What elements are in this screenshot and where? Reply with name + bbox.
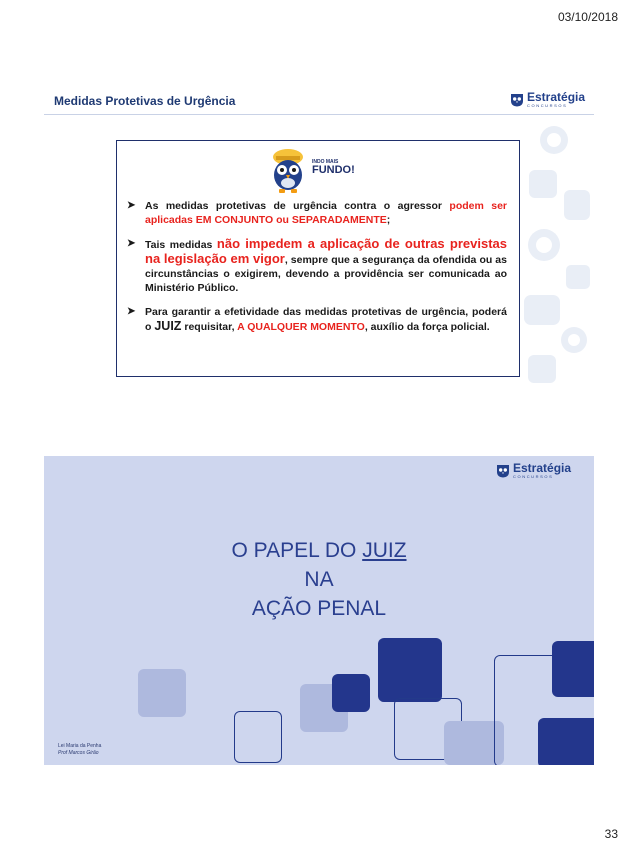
bullet-text: Tais medidas <box>145 239 217 251</box>
title-text: O PAPEL DO <box>231 539 363 562</box>
logo-name: Estratégia <box>513 461 572 475</box>
bullet-item <box>127 199 507 227</box>
arrow-bullet-icon: ➤ <box>127 200 136 211</box>
bullet-text: Para garantir a efetividade das medidas protetivas de urgência, poderá o <box>145 306 507 333</box>
decorative-square <box>234 711 282 763</box>
slide-medidas-protetivas <box>44 85 594 394</box>
title-line-1 <box>44 536 594 565</box>
logo-name: Estratégia <box>527 90 586 104</box>
owl-mascot-icon <box>267 147 309 195</box>
decorative-square <box>378 638 442 702</box>
bullet-list <box>127 199 507 344</box>
page-number: 33 <box>604 827 618 841</box>
mascot-caption-line1: INDO MAIS <box>312 159 339 165</box>
title-line-3: AÇÃO PENAL <box>251 597 387 620</box>
bullet-text: requisitar, <box>181 321 238 333</box>
title-divider <box>44 114 594 115</box>
arrow-bullet-icon: ➤ <box>127 238 136 249</box>
logo-subtitle: CONCURSOS <box>513 474 554 479</box>
decorative-square <box>552 641 594 697</box>
estrategia-logo <box>496 462 571 479</box>
bullet-text: , sempre que a segurança da ofendida ou as circunstâncias o exigirem, devendo a providência ser comunicada ao Ministério Público. <box>145 254 507 294</box>
bullet-highlight: A QUALQUER MOMENTO <box>237 321 365 333</box>
bullet-highlight: podem ser aplicadas EM CONJUNTO ou SEPARADAMENTE <box>145 200 508 226</box>
mascot-caption <box>312 160 355 176</box>
decorative-square <box>332 674 370 712</box>
bullet-text: , auxílio da força policial. <box>364 321 490 333</box>
bullet-emphasis: JUIZ <box>154 319 182 333</box>
mascot-caption-line2: FUNDO! <box>312 164 355 176</box>
decorative-square <box>138 669 186 717</box>
bullet-text: As medidas protetivas de urgência contra o agressor <box>145 200 450 212</box>
bullet-text: ; <box>386 214 391 226</box>
slide-papel-do-juiz <box>44 456 594 765</box>
section-title <box>44 536 594 623</box>
title-link[interactable]: JUIZ <box>362 539 407 562</box>
footer-course: Lei Maria da Penha <box>58 743 102 749</box>
owl-shield-icon <box>496 464 510 478</box>
content-box <box>116 140 520 377</box>
decorative-pattern <box>514 115 594 394</box>
slide-title: Medidas Protetivas de Urgência <box>54 94 236 108</box>
decorative-square <box>538 718 594 765</box>
title-line-2: NA <box>304 568 334 591</box>
bullet-item <box>127 305 507 334</box>
slide-footer <box>58 743 101 757</box>
owl-shield-icon <box>510 93 524 107</box>
logo-subtitle: CONCURSOS <box>527 103 568 108</box>
page-date: 03/10/2018 <box>557 10 618 24</box>
bullet-highlight: não impedem a aplicação de outras previstas na legislação em vigor <box>145 236 507 266</box>
footer-professor: Prof Marcos Girão <box>58 750 99 756</box>
bullet-item <box>127 237 507 295</box>
estrategia-logo <box>510 91 585 108</box>
arrow-bullet-icon: ➤ <box>127 306 136 317</box>
